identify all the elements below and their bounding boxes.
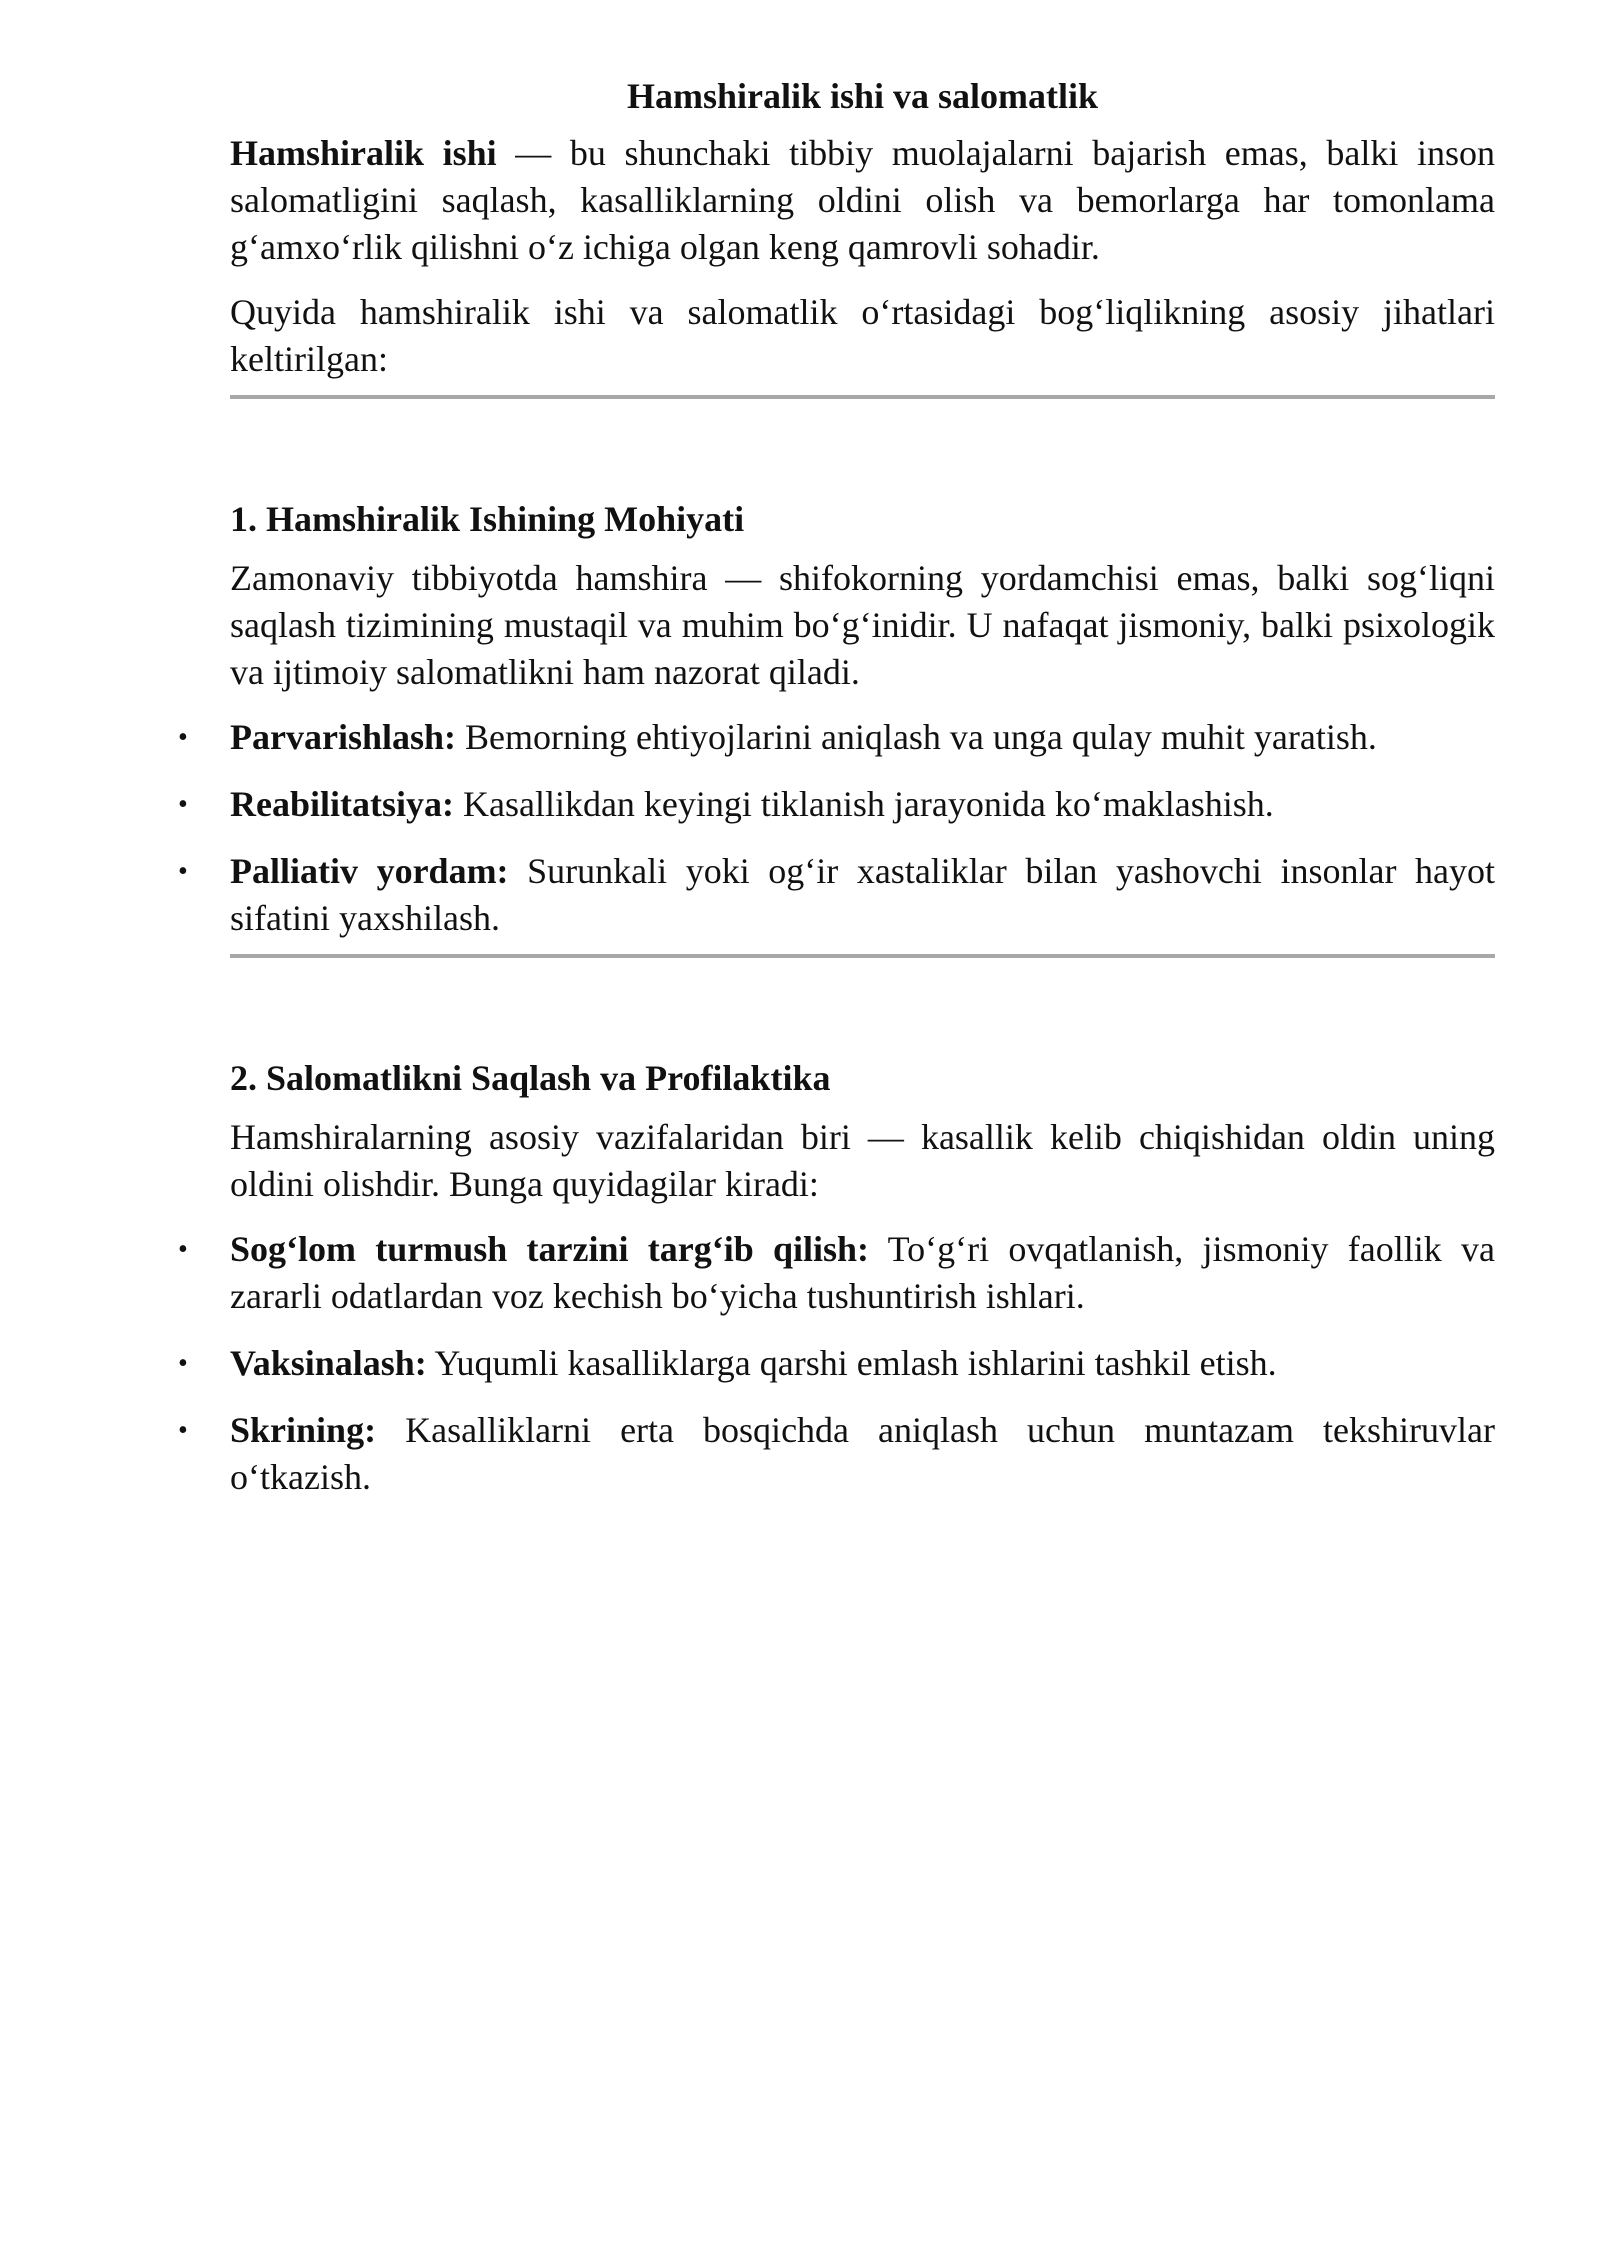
section-2 xyxy=(178,1054,1496,1501)
list-item-term: Parvarishlash: xyxy=(230,717,457,757)
section-paragraph: Zamonaviy tibbiyotda hamshira — shifokorning yordamchisi emas, balki sog‘liqni saqlash tizimining mustaqil va muhim bo‘g‘inidir. U nafaqat jismoniy, balki psixologik va ijtimoiy salomatlikni ham nazorat qiladi. xyxy=(230,558,1495,692)
list-item-term: Palliativ yordam: xyxy=(230,851,509,891)
list-item xyxy=(178,1226,1496,1320)
list-item xyxy=(178,848,1495,942)
list-item-text: Surunkali yoki og‘ir xastaliklar bilan yashovchi insonlar hayot sifatini yaxshilash. xyxy=(230,851,1495,938)
section-1 xyxy=(178,495,1495,958)
section-divider xyxy=(230,954,1495,958)
document-title: Hamshiralik ishi va salomatlik xyxy=(626,76,1099,116)
section-divider xyxy=(230,395,1495,399)
list-item-text: Yuqumli kasalliklarga qarshi emlash ishlarini tashkil etish. xyxy=(426,1343,1277,1383)
bullet-icon: • xyxy=(178,1348,188,1379)
document-page xyxy=(178,72,1496,1521)
list-item xyxy=(178,781,1495,828)
section-paragraph: Hamshiralarning asosiy vazifalaridan biri — kasallik kelib chiqishidan oldin uning oldini olishdir. Bunga quyidagilar kiradi: xyxy=(230,1117,1495,1204)
bullet-icon: • xyxy=(178,856,188,887)
list-item xyxy=(178,1340,1495,1387)
bullet-icon: • xyxy=(178,789,188,820)
bullet-list xyxy=(178,1226,1496,1501)
bullet-icon: • xyxy=(178,1234,188,1265)
bullet-list xyxy=(178,714,1495,942)
list-item xyxy=(178,714,1495,761)
intro-paragraph xyxy=(230,130,1495,271)
bullet-icon: • xyxy=(178,722,188,753)
intro-lead-term: Hamshiralik ishi xyxy=(230,133,497,173)
section-heading: 2. Salomatlikni Saqlash va Profilaktika xyxy=(230,1058,831,1098)
list-item-text: Kasalliklarni erta bosqichda aniqlash uchun muntazam tekshiruvlar o‘tkazish. xyxy=(230,1410,1495,1497)
bullet-icon: • xyxy=(178,1415,188,1446)
intro-second-paragraph: Quyida hamshiralik ishi va salomatlik o‘rtasidagi bog‘liqlikning asosiy jihatlari keltirilgan: xyxy=(230,292,1495,379)
list-item-term: Vaksinalash: xyxy=(230,1343,427,1383)
list-item-term: Skrining: xyxy=(230,1410,377,1450)
list-item-term: Reabilitatsiya: xyxy=(230,784,454,824)
intro-lead-text: — bu shunchaki tibbiy muolajalarni bajarish emas, balki inson salomatligini saqlash, kasalliklarning oldini olish va bemorlarga har tomonlama g‘amxo‘rlik qilishni o‘z ichiga olgan keng qamrovli sohadir. xyxy=(230,133,1495,267)
list-item-text: To‘g‘ri ovqatlanish, jismoniy faollik va zararli odatlardan voz kechish bo‘yicha tushuntirish ishlari. xyxy=(230,1229,1496,1316)
list-item-term: Sog‘lom turmush tarzini targ‘ib qilish: xyxy=(230,1229,870,1269)
list-item-text: Kasallikdan keyingi tiklanish jarayonida ko‘maklashish. xyxy=(453,784,1274,824)
list-item-text: Bemorning ehtiyojlarini aniqlash va unga qulay muhit yaratish. xyxy=(456,717,1377,757)
list-item xyxy=(178,1407,1495,1501)
section-heading: 1. Hamshiralik Ishining Mohiyati xyxy=(230,499,745,539)
